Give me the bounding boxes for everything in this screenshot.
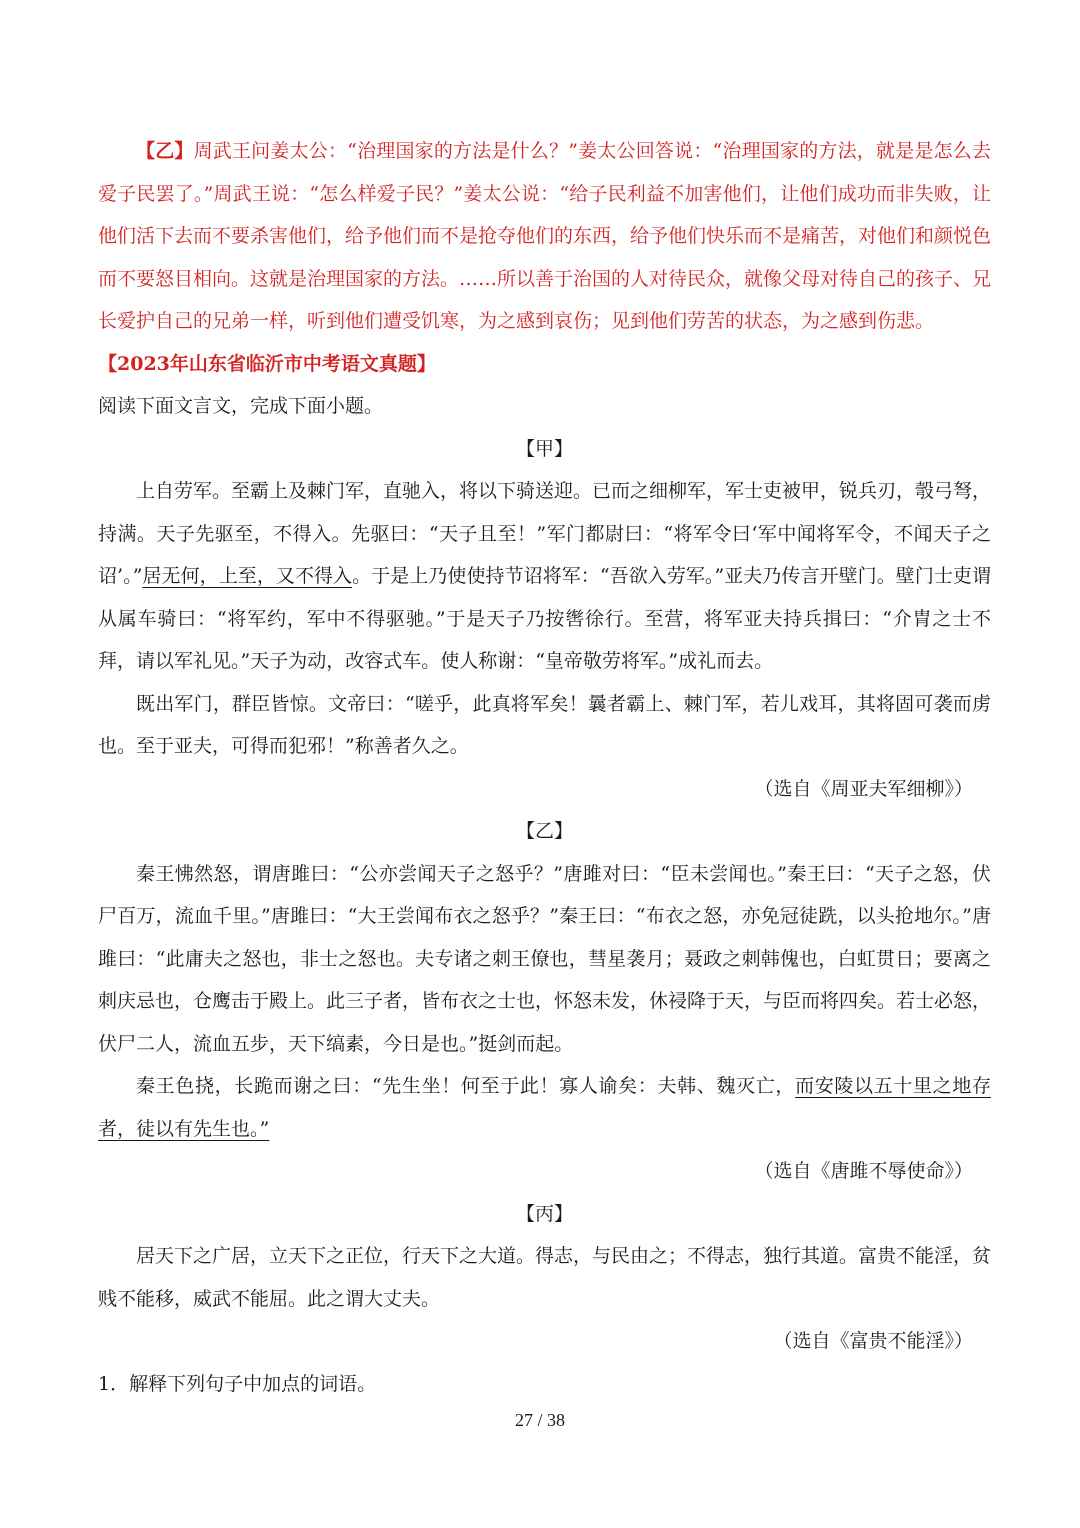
yi-p2-part-a: 秦王色挠，长跪而谢之曰：“先生坐！何至于此！寡人谕矣：夫韩、魏灭亡， [136,1075,796,1097]
document-page [98,130,991,1405]
instruction-text: 阅读下面文言文，完成下面小题。 [98,395,384,417]
jia-paragraph-2: 既出军门，群臣皆惊。文帝曰：“嗟乎，此真将军矣！曩者霸上、棘门军，若儿戏耳，其将固可袭而虏也。至于亚夫，可得而犯邪！”称善者久之。 [98,692,991,757]
yi-paragraph-1: 秦王怫然怒，谓唐雎曰：“公亦尝闻天子之怒乎？”唐雎对曰：“臣未尝闻也。”秦王曰：“天子之怒，伏尸百万，流血千里。”唐雎曰：“大王尝闻布衣之怒乎？”秦王曰：“布衣之怒，亦免冠徒跣，以头抢地尔。”唐雎曰：“此庸夫之怒也，非士之怒也。夫专诸之刺王僚也，彗星袭月；聂政之刺韩傀也，白虹贯日；要离之刺庆忌也，仓鹰击于殿上。此三子者，皆布衣之士也，怀怒未发，休祲降于天，与臣而将四矣。若士必怒，伏尸二人，流血五步，天下缟素，今日是也。”挺剑而起。 [98,862,992,1055]
yi-translation-text: 周武王问姜太公：“治理国家的方法是什么？”姜太公回答说：“治理国家的方法，就是是怎么去爱子民罢了。”周武王说：“怎么样爱子民？”姜太公说：“给子民利益不加害他们，让他们成功而非失败，让他们活下去而不要杀害他们，给予他们而不是抢夺他们的东西，给予他们快乐而不是痛苦，对他们和颜悦色而不要怒目相向。这就是治理国家的方法。……所以善于治国的人对待民众，就像父母对待自己的孩子、兄长爱护自己的兄弟一样，听到他们遭受饥寒，为之感到哀伤；见到他们劳苦的状态，为之感到伤悲。 [98,140,992,332]
yi-underlined-sentence: 而安陵以五十里之地存者，徒以有先生也。” [98,1075,991,1140]
jia-paragraph-1 [98,470,991,683]
question-1: 1．解释下列句子中加点的词语。 [98,1372,377,1395]
jia-p1-part-a: 上自劳军。至霸上及棘门军，直驰入，将以下骑送迎。已而之细柳军，军士吏被甲，锐兵刃，彀弓弩，持满。天子先驱至，不得入。先驱曰：“天子且至！”军门都尉曰：“将军令曰‘军中闻将军令，不闻天子之诏’。” [98,480,992,587]
yi-translation-paragraph [98,130,991,343]
yi-source: （选自《唐雎不辱使命》） [754,1160,973,1182]
page-number: 27 / 38 [514,1410,565,1430]
bing-heading: 【丙】 [515,1202,573,1225]
bing-source: （选自《富贵不能淫》） [773,1330,973,1352]
jia-p1-part-b: 。于是上乃使使持节诏将军：“吾欲入劳军。”亚夫乃传言开壁门。壁门士吏谓从属车骑曰：“将军约，军中不得驱驰。”于是天子乃按辔徐行。至营，将军亚夫持兵揖曰：“介胄之士不拜，请以军礼见。”天子为动，改容式车。使人称谢：“皇帝敬劳将军。”成礼而去。 [98,565,991,672]
yi-heading: 【乙】 [515,820,573,842]
jia-heading: 【甲】 [515,437,573,460]
yi-paragraph-2 [98,1065,991,1150]
yi-translation-label: 【乙】 [136,140,194,162]
exam-heading: 【2023年山东省临沂市中考语文真题】 [98,352,436,375]
jia-source: （选自《周亚夫军细柳》） [754,777,973,800]
jia-underlined-sentence: 居无何，上至，又不得入 [142,565,353,587]
bing-paragraph-1: 居天下之广居，立天下之正位，行天下之大道。得志，与民由之；不得志，独行其道。富贵不能淫，贫贱不能移，威武不能屈。此之谓大丈夫。 [98,1245,992,1310]
